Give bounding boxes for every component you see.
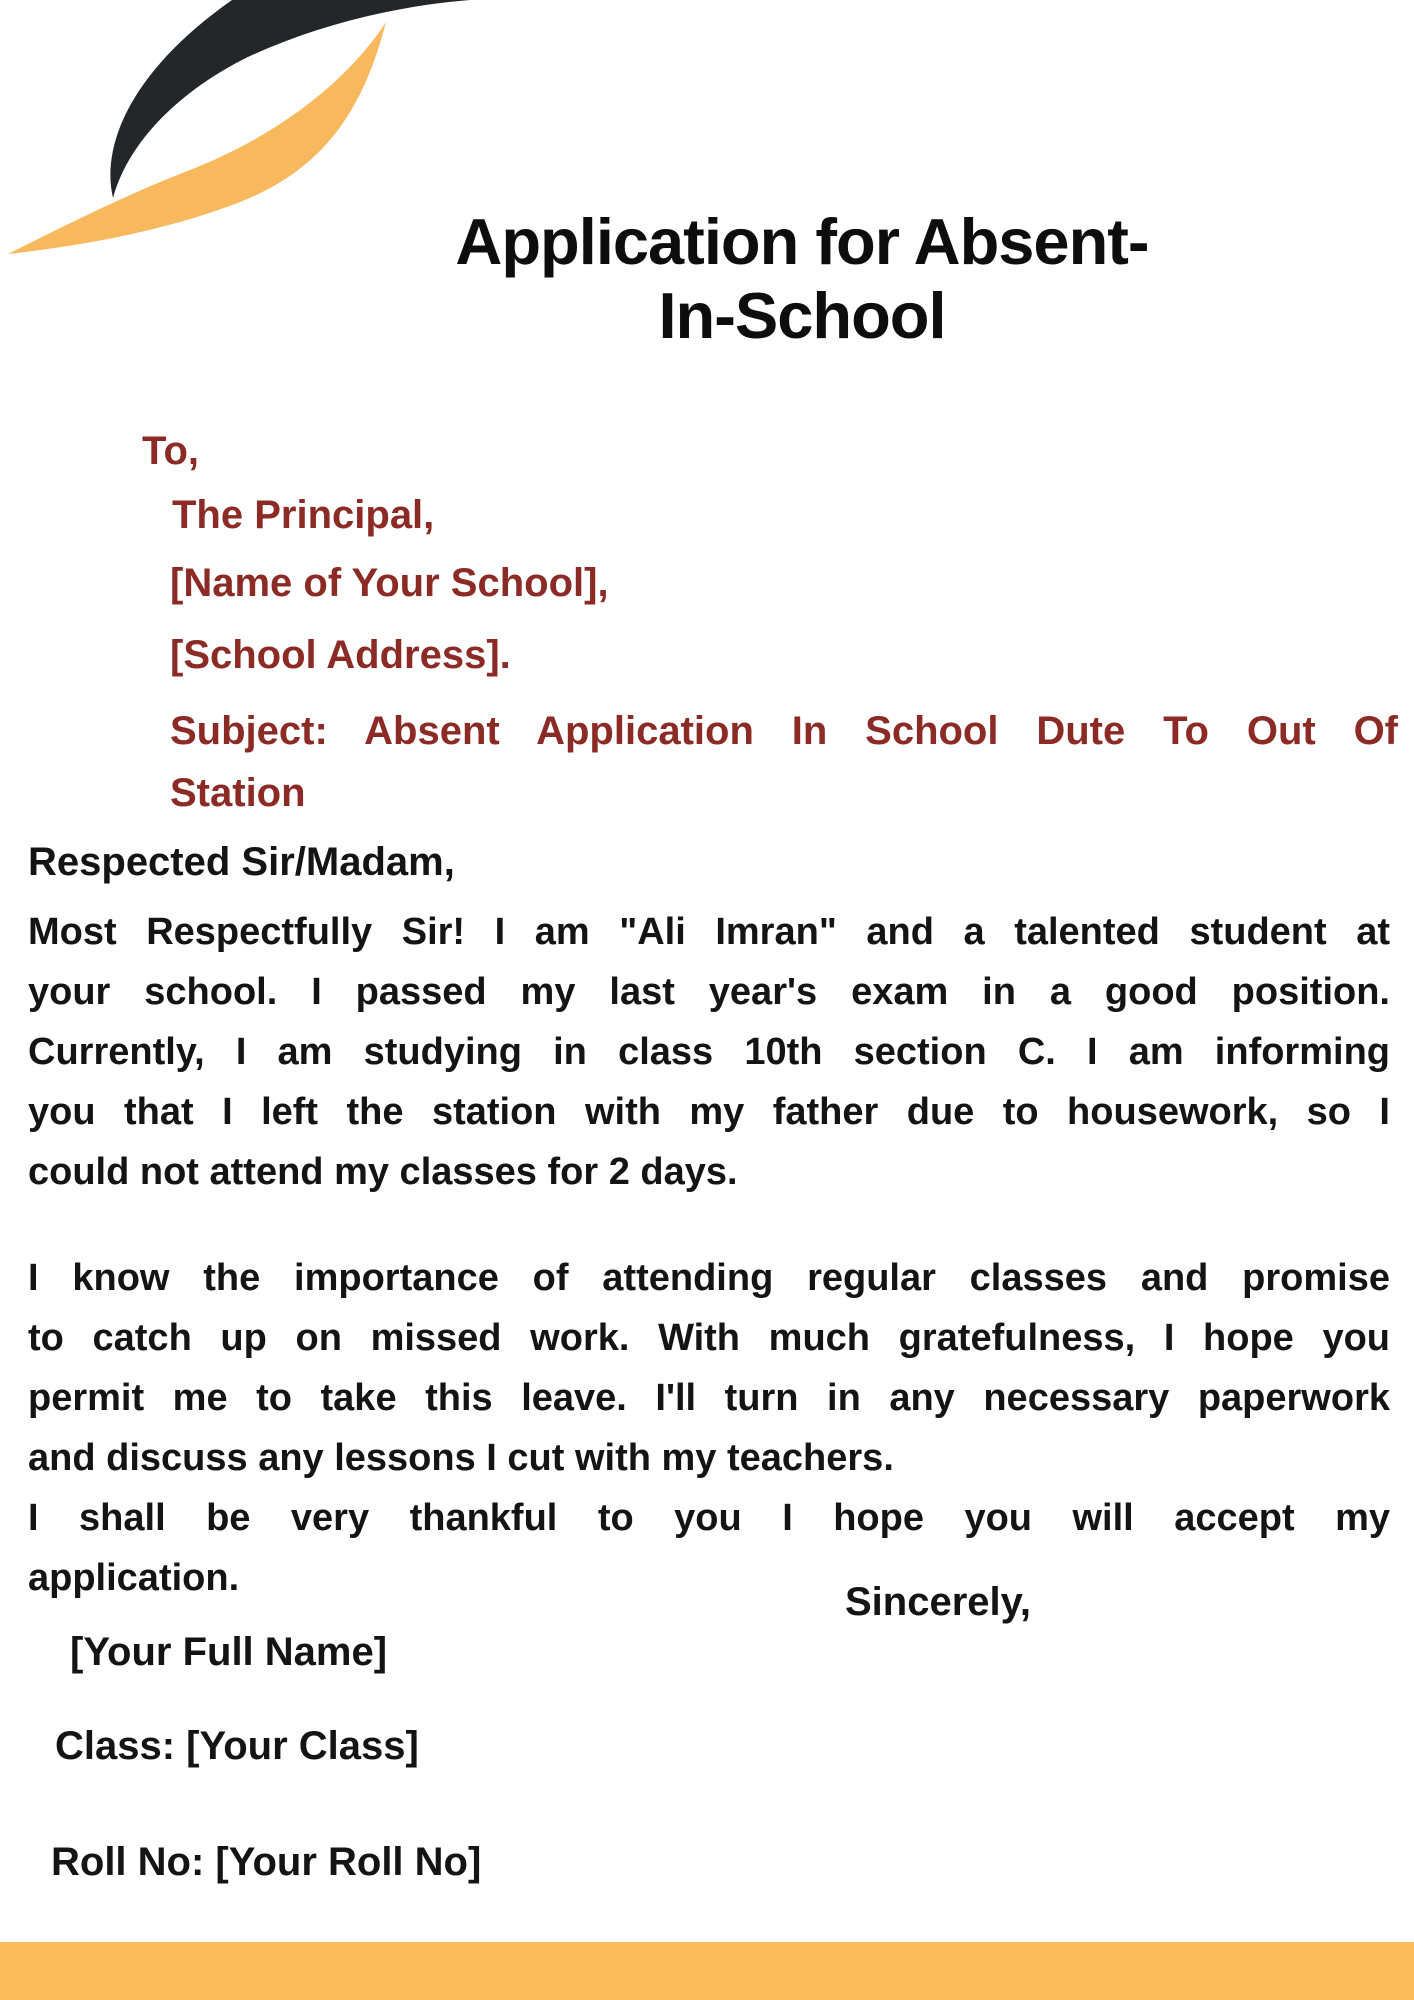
paragraph-1-line-4: you that I left the station with my father due to housework, so I [28,1091,1390,1133]
signature-full-name: [Your Full Name] [70,1630,388,1674]
page-title [190,205,1414,353]
closing: Sincerely, [845,1580,1032,1624]
recipient-school-address: [School Address]. [170,633,511,677]
recipient-principal: The Principal, [172,493,435,537]
paragraph-1-line-1: Most Respectfully Sir! I am "Ali Imran" and a talented student at [28,911,1390,953]
salutation: Respected Sir/Madam, [28,840,455,884]
body-paragraph-3 [28,1488,1390,1608]
recipient-to: To, [142,429,200,473]
body-paragraph-2 [28,1248,1390,1488]
paragraph-1-line-3: Currently, I am studying in class 10th section C. I am informing [28,1031,1390,1073]
recipient-school-name: [Name of Your School], [170,561,609,605]
footer-orange-bar [0,1942,1414,2000]
subject-line [170,700,1398,824]
page-title-line-1: Application for Absent- [455,205,1149,278]
paragraph-3-line-2: application. [28,1557,240,1599]
paragraph-2-line-2: to catch up on missed work. With much gratefulness, I hope you [28,1317,1390,1359]
paragraph-3-line-1: I shall be very thankful to you I hope you will accept my [28,1497,1390,1539]
subject-line-1: Subject: Absent Application In School Dute To Out Of [170,709,1398,753]
paragraph-2-line-3: permit me to take this leave. I'll turn in any necessary paperwork [28,1377,1390,1419]
signature-roll-no: Roll No: [Your Roll No] [51,1840,482,1884]
subject-line-2: Station [170,771,306,815]
paragraph-1-line-2: your school. I passed my last year's exam in a good position. [28,971,1390,1013]
signature-class: Class: [Your Class] [55,1724,419,1768]
paragraph-2-line-4: and discuss any lessons I cut with my teachers. [28,1437,894,1479]
paragraph-2-line-1: I know the importance of attending regular classes and promise [28,1257,1390,1299]
paragraph-1-line-5: could not attend my classes for 2 days. [28,1151,738,1193]
page-title-line-2: In-School [658,279,946,352]
body-paragraph-1 [28,902,1390,1202]
